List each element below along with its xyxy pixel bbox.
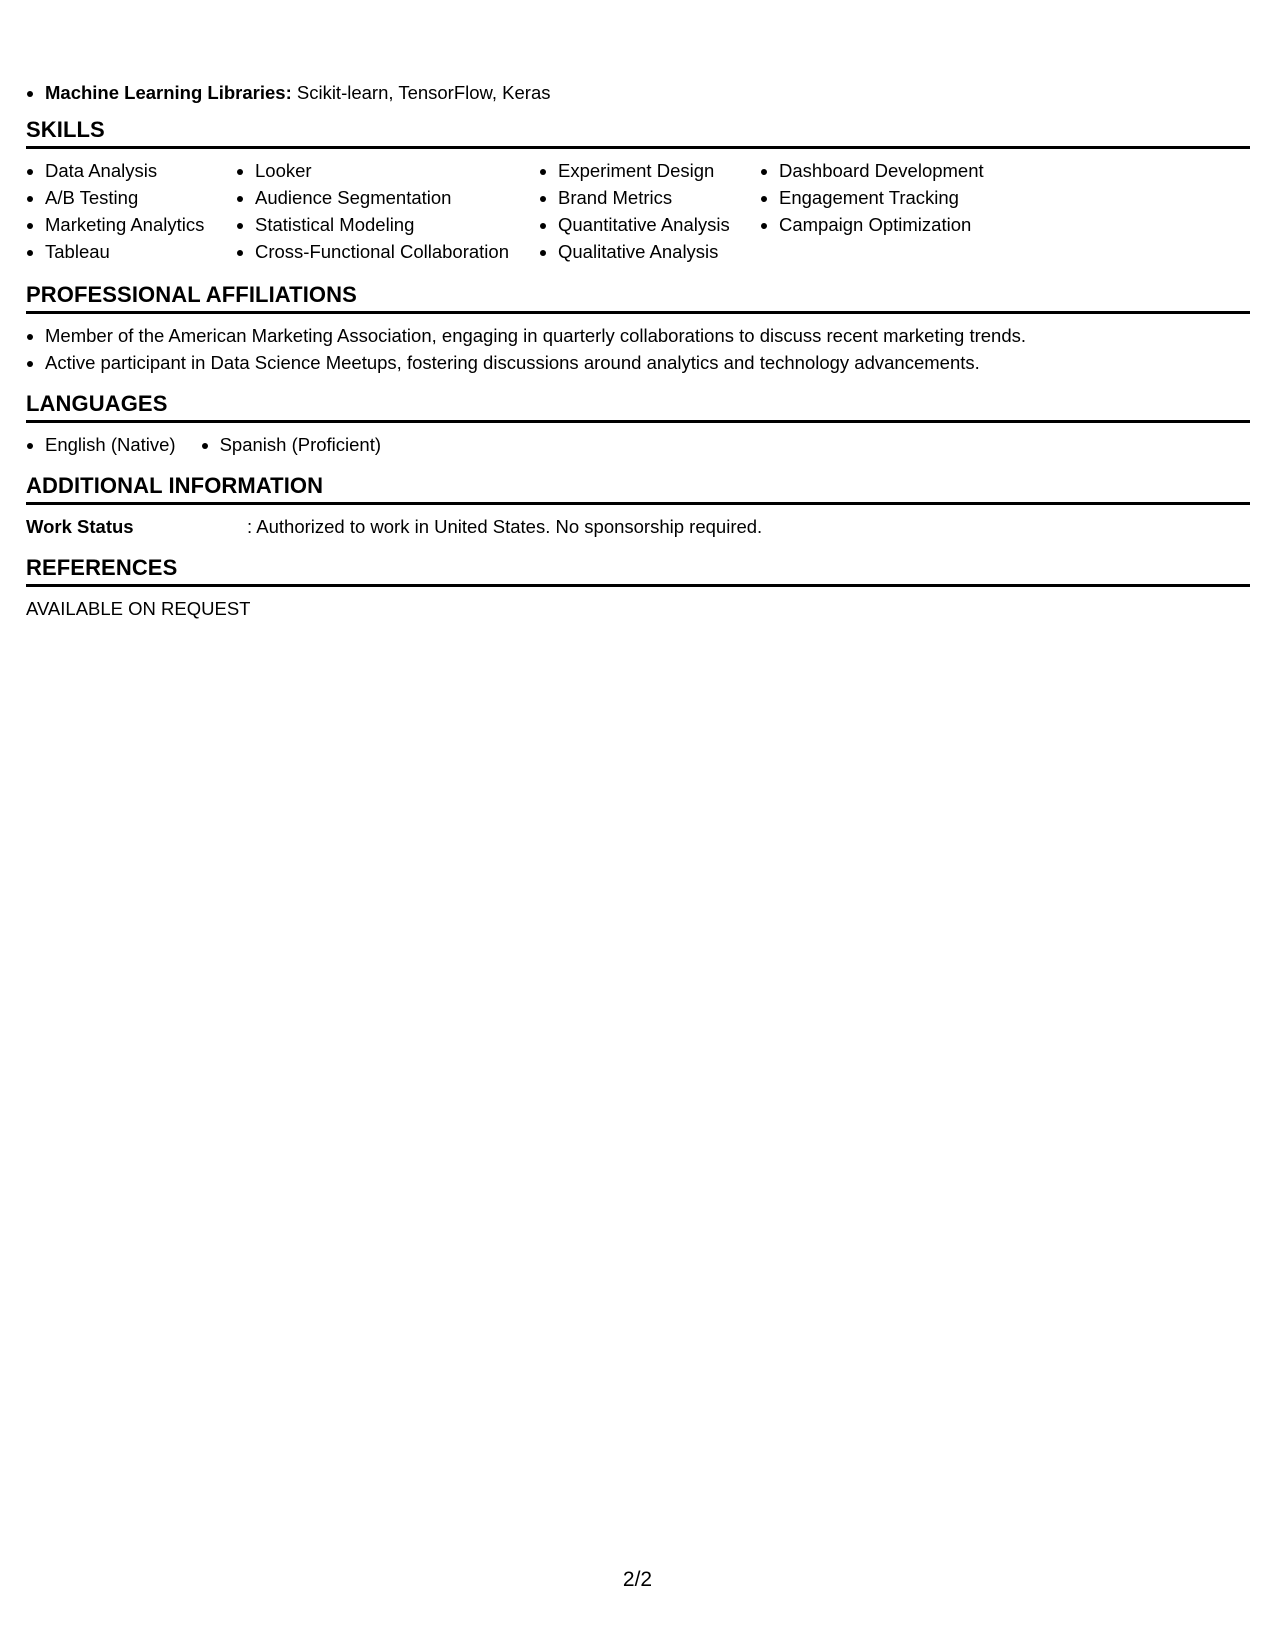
languages-body xyxy=(26,423,1250,458)
info-value: : Authorized to work in United States. No sponsorship required. xyxy=(247,516,763,537)
references-body xyxy=(26,587,1250,622)
info-row xyxy=(26,513,1250,540)
affiliations-list xyxy=(26,322,1250,376)
skill-item: • Looker xyxy=(255,157,539,184)
languages-section xyxy=(26,391,1250,458)
skill-item: • Dashboard Development xyxy=(779,157,1079,184)
skill-item: • Statistical Modeling xyxy=(255,211,539,238)
languages-list xyxy=(26,431,1250,458)
skill-item: • Engagement Tracking xyxy=(779,184,1079,211)
technical-skills-list xyxy=(26,79,551,106)
language-item: • Spanish (Proficient) xyxy=(220,431,381,458)
section-title-skills: SKILLS xyxy=(26,117,1250,149)
info-label: Work Status xyxy=(26,516,134,537)
references-section xyxy=(26,555,1250,622)
skill-item: • Brand Metrics xyxy=(558,184,760,211)
affiliations-section xyxy=(26,282,1250,376)
skill-item: • Cross-Functional Collaboration xyxy=(255,238,539,265)
skills-column-3 xyxy=(539,157,760,265)
list-item xyxy=(45,79,551,106)
list-item-value: Scikit-learn, TensorFlow, Keras xyxy=(291,82,551,103)
list-item: • Member of the American Marketing Association, engaging in quarterly collaborations to discuss recent marketing trends. xyxy=(45,322,1250,349)
additional-info-section xyxy=(26,473,1250,540)
skill-item: • A/B Testing xyxy=(45,184,236,211)
section-title-references: REFERENCES xyxy=(26,555,1250,587)
skill-item: • Campaign Optimization xyxy=(779,211,1079,238)
skills-column-2 xyxy=(236,157,539,265)
skill-item: • Qualitative Analysis xyxy=(558,238,760,265)
section-title-affiliations: PROFESSIONAL AFFILIATIONS xyxy=(26,282,1250,314)
skill-item: • Tableau xyxy=(45,238,236,265)
skills-column-4 xyxy=(760,157,1079,265)
list-item-label: Machine Learning Libraries: xyxy=(45,82,292,103)
section-title-languages: LANGUAGES xyxy=(26,391,1250,423)
skill-item: • Data Analysis xyxy=(45,157,236,184)
skills-column-1 xyxy=(26,157,236,265)
skills-section xyxy=(26,117,1250,265)
skill-item: • Audience Segmentation xyxy=(255,184,539,211)
section-title-additional-info: ADDITIONAL INFORMATION xyxy=(26,473,1250,505)
skill-item: • Quantitative Analysis xyxy=(558,211,760,238)
additional-info-body xyxy=(26,505,1250,540)
skill-item: • Marketing Analytics xyxy=(45,211,236,238)
list-item: • Active participant in Data Science Meetups, fostering discussions around analytics and technology advancements. xyxy=(45,349,1250,376)
references-text: AVAILABLE ON REQUEST xyxy=(26,598,251,619)
affiliations-body xyxy=(26,314,1250,376)
page-number: 2/2 xyxy=(622,1568,653,1591)
skill-item: • Experiment Design xyxy=(558,157,760,184)
skills-grid xyxy=(26,149,1250,265)
language-item: • English (Native) xyxy=(45,431,176,458)
